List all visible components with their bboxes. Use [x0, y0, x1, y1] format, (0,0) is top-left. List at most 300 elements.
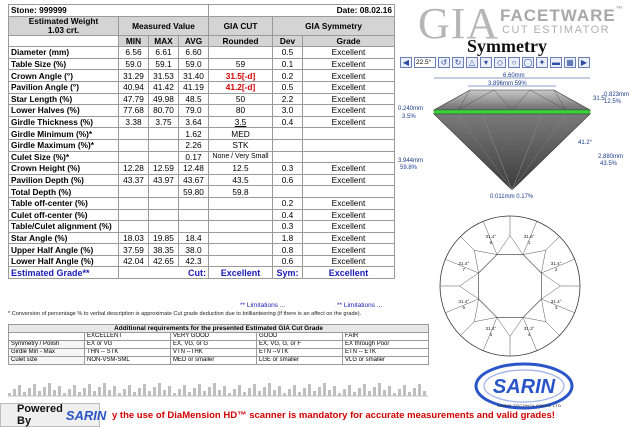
report-row — [9, 151, 395, 163]
row-avg: 3.64 — [179, 116, 209, 128]
requirements-row — [9, 357, 429, 365]
col-rounded-header: Rounded — [209, 35, 273, 47]
strip-bar — [278, 386, 281, 396]
row-avg: 43.67 — [179, 174, 209, 186]
estimated-weight-label: Estimated Weight — [28, 16, 99, 26]
row-grade: Excellent — [303, 93, 395, 105]
row-label: Girdle Minimum (%)* — [9, 128, 119, 140]
strip-bar — [48, 383, 51, 396]
strip-bar — [138, 388, 141, 396]
row-label: Culet Size (%)* — [9, 151, 119, 163]
row-grade: Excellent — [303, 174, 395, 186]
gia-symmetry-header: GIA Symmetry — [273, 16, 395, 35]
strip-bar — [268, 383, 271, 396]
row-max — [149, 209, 179, 221]
row-avg: 41.19 — [179, 81, 209, 93]
row-grade: Excellent — [303, 244, 395, 256]
strip-bar — [348, 385, 351, 396]
crown-angle-label: 8 — [489, 239, 493, 245]
sym-grade-value: Excellent — [303, 267, 395, 279]
girdle-pct-label: 3.5% — [402, 114, 416, 120]
strip-bar — [253, 384, 256, 396]
row-dev: 0.3 — [273, 163, 303, 175]
diagram-toolbar — [400, 56, 620, 68]
row-label: Pavilion Depth (%) — [9, 174, 119, 186]
row-avg: 59.0 — [179, 58, 209, 70]
strip-bar — [328, 390, 331, 396]
strip-bar — [248, 388, 251, 396]
row-min — [119, 209, 149, 221]
strip-bar — [118, 393, 121, 396]
row-rounded — [209, 209, 273, 221]
row-max — [149, 197, 179, 209]
report-row — [9, 221, 395, 233]
row-grade: Excellent — [303, 70, 395, 82]
strip-bar — [263, 387, 266, 396]
row-max — [149, 151, 179, 163]
row-rounded: 59 — [209, 58, 273, 70]
row-label: Diameter (mm) — [9, 47, 119, 59]
cut-grade-value: Excellent — [209, 267, 273, 279]
crown-angle-label: 31.3° — [523, 326, 535, 332]
row-min: 6.56 — [119, 47, 149, 59]
row-label: Lower Halves (%) — [9, 105, 119, 117]
requirements-row — [9, 349, 429, 357]
requirements-cell: EX through Poor — [343, 341, 429, 349]
row-min: 18.03 — [119, 232, 149, 244]
crown-angle-label: 3 — [554, 305, 558, 311]
row-dev: 0.1 — [273, 58, 303, 70]
strip-bar — [33, 384, 36, 396]
crown-angle-label: 31.4° — [485, 233, 497, 239]
strip-bar — [303, 388, 306, 396]
row-grade: Excellent — [303, 116, 395, 128]
strip-bar — [98, 387, 101, 396]
strip-bar — [228, 393, 231, 396]
crown-angle-label: 31.4° — [458, 299, 470, 305]
row-grade — [303, 128, 395, 140]
strip-bar — [283, 393, 286, 396]
report-row — [9, 209, 395, 221]
row-dev: 0.2 — [273, 197, 303, 209]
strip-bar — [128, 385, 131, 396]
stone-id: Stone: 999999 — [9, 5, 209, 17]
sym-grade-label: Sym: — [273, 267, 303, 279]
strip-bar — [308, 384, 311, 396]
strip-bar — [123, 389, 126, 396]
row-label: Girdle Thickness (%) — [9, 116, 119, 128]
row-min: 43.37 — [119, 174, 149, 186]
row-avg — [179, 197, 209, 209]
requirements-cell: THN -- STK — [85, 349, 171, 357]
row-min — [119, 221, 149, 233]
row-dev: 2.2 — [273, 93, 303, 105]
strip-bar — [78, 392, 81, 396]
row-rounded: STK — [209, 139, 273, 151]
requirements-row-label: Girdle Min - Max — [9, 349, 85, 357]
scanner-disclaimer: y the use of DiaMension HD™ scanner is mandatory for accurate measurements and valid grades! — [112, 410, 555, 421]
row-rounded: 31.5[-d] — [209, 70, 273, 82]
strip-bar — [168, 386, 171, 396]
row-grade — [303, 186, 395, 198]
strip-bar — [423, 391, 426, 396]
strip-bar — [68, 389, 71, 396]
strip-bar — [208, 387, 211, 396]
strip-bar — [358, 388, 361, 396]
crown-angle-label: 6 — [462, 305, 466, 311]
grid-view-icon[interactable]: ▦ — [564, 57, 576, 68]
row-avg: 31.40 — [179, 70, 209, 82]
row-grade: Excellent — [303, 58, 395, 70]
strip-bar — [178, 389, 181, 396]
crown-height-mm: 0.823mm — [604, 92, 630, 98]
requirements-row-label: Symmetry / Polish — [9, 341, 85, 349]
strip-bar — [38, 391, 41, 396]
crown-angle-label: 31.4° — [458, 260, 470, 266]
row-avg: 79.0 — [179, 105, 209, 117]
row-max — [149, 221, 179, 233]
requirements-header-row — [9, 333, 429, 341]
col-avg-header: AVG — [179, 35, 209, 47]
row-dev: 0.5 — [273, 47, 303, 59]
girdle-mm-label: 0.240mm — [398, 106, 424, 112]
col-grade-header: Grade — [303, 35, 395, 47]
row-grade: Excellent — [303, 81, 395, 93]
strip-bar — [333, 386, 336, 396]
strip-bar — [148, 391, 151, 396]
row-min — [119, 197, 149, 209]
facetware-logo — [500, 6, 624, 26]
strip-bar — [218, 390, 221, 396]
strip-bar — [23, 392, 26, 396]
row-avg: 12.48 — [179, 163, 209, 175]
estimated-grade-label: Estimated Grade** — [9, 267, 119, 279]
row-min — [119, 139, 149, 151]
row-rounded: 80 — [209, 105, 273, 117]
strip-bar — [388, 386, 391, 396]
row-dev — [273, 186, 303, 198]
strip-bar — [288, 389, 291, 396]
row-label: Star Angle (%) — [9, 232, 119, 244]
report-row — [9, 197, 395, 209]
strip-bar — [373, 387, 376, 396]
angle-select-value: 22.5° — [416, 58, 432, 66]
total-depth-mm: 3.944mm — [398, 158, 424, 164]
requirements-cell: ETN -- ETK — [343, 349, 429, 357]
row-max — [149, 128, 179, 140]
next-icon[interactable]: ▶ — [578, 57, 590, 68]
row-rounded — [209, 255, 273, 267]
row-avg: 0.17 — [179, 151, 209, 163]
rotate-right-icon[interactable]: ↻ — [452, 57, 464, 68]
row-label: Table/Culet alignment (%) — [9, 221, 119, 233]
powered-by-sarin: SARIN — [65, 407, 107, 423]
pavilion-depth-mm: 2.880mm — [598, 154, 624, 160]
row-dev: 0.2 — [273, 70, 303, 82]
angle-select[interactable] — [414, 57, 436, 68]
strip-bar — [188, 392, 191, 396]
requirements-header-cell: GOOD — [257, 333, 343, 341]
report-row — [9, 255, 395, 267]
report-row — [9, 244, 395, 256]
strip-bar — [58, 386, 61, 396]
strip-bar — [413, 388, 416, 396]
row-label: Crown Height (%) — [9, 163, 119, 175]
requirements-table — [8, 324, 429, 365]
row-dev: 0.6 — [273, 174, 303, 186]
top-view-diagram — [438, 214, 582, 358]
report-row — [9, 81, 395, 93]
row-min: 12.28 — [119, 163, 149, 175]
estimated-weight-value: 1.03 crt. — [47, 24, 80, 35]
row-avg: 59.80 — [179, 186, 209, 198]
row-label: Lower Half Angle (%) — [9, 255, 119, 267]
row-min: 3.38 — [119, 116, 149, 128]
top-view-icon[interactable]: ○ — [508, 57, 520, 68]
strip-bar — [408, 392, 411, 396]
strip-bar — [53, 390, 56, 396]
pavilion-depth-pct: 43.5% — [600, 161, 618, 167]
strip-bar — [103, 383, 106, 396]
diamond-view-icon[interactable]: ◇ — [494, 57, 506, 68]
crown-view-icon[interactable]: ▾ — [480, 57, 492, 68]
row-dev: 0.6 — [273, 255, 303, 267]
report-row — [9, 232, 395, 244]
strip-bar — [393, 393, 396, 396]
strip-bar — [353, 392, 356, 396]
row-min: 59.0 — [119, 58, 149, 70]
strip-bar — [198, 384, 201, 396]
crown-angle-label: 4 — [527, 332, 531, 338]
strip-bar — [223, 386, 226, 396]
profile-view-icon[interactable]: △ — [466, 57, 478, 68]
strip-bar — [183, 385, 186, 396]
row-dev: 0.4 — [273, 209, 303, 221]
row-max: 31.53 — [149, 70, 179, 82]
row-avg: 42.3 — [179, 255, 209, 267]
row-rounded — [209, 244, 273, 256]
strip-bar — [113, 386, 116, 396]
row-dev: 0.5 — [273, 81, 303, 93]
rotate-left-icon[interactable]: ↺ — [438, 57, 450, 68]
report-rows — [9, 47, 395, 267]
strip-bar — [343, 389, 346, 396]
strip-bar — [383, 390, 386, 396]
crown-shape — [434, 90, 590, 110]
row-rounded — [209, 197, 273, 209]
symmetry-title: Symmetry — [467, 36, 547, 56]
row-avg: 2.26 — [179, 139, 209, 151]
cut-limitations-link[interactable]: ** Limitations ... — [240, 302, 286, 309]
row-dev — [273, 151, 303, 163]
gia-cut-header: GIA CUT — [209, 16, 273, 35]
report-row — [9, 128, 395, 140]
row-label: Upper Half Angle (%) — [9, 244, 119, 256]
strip-bar — [293, 385, 296, 396]
row-min — [119, 186, 149, 198]
strip-bar — [13, 389, 16, 396]
row-avg: 1.62 — [179, 128, 209, 140]
row-grade — [303, 151, 395, 163]
row-avg: 18.4 — [179, 232, 209, 244]
strip-bar — [403, 385, 406, 396]
conversion-footnote: * Conversion of percentage % to verbal description is approximate Cut grade deduction due to brillianteering (if there is an affect on the grade). — [8, 311, 362, 317]
strip-bar — [133, 392, 136, 396]
report-row — [9, 163, 395, 175]
blank-header-cell — [9, 35, 119, 47]
row-grade: Excellent — [303, 209, 395, 221]
row-avg: 6.60 — [179, 47, 209, 59]
row-rounded: MED — [209, 128, 273, 140]
culet-label: 0.011mm 0.17% — [490, 194, 534, 200]
strip-bar — [163, 390, 166, 396]
strip-bar — [193, 388, 196, 396]
width-label: 6.60mm — [503, 73, 525, 79]
row-grade: Excellent — [303, 47, 395, 59]
requirements-row-label: Culet size — [9, 357, 85, 365]
row-max: 6.61 — [149, 47, 179, 59]
strip-bar — [213, 383, 216, 396]
strip-bar — [368, 391, 371, 396]
crown-angle-label: 2 — [554, 266, 558, 272]
girdle-view-icon[interactable]: ▬ — [552, 57, 560, 67]
strip-bar — [378, 383, 381, 396]
col-dev-header: Dev — [273, 35, 303, 47]
strip-bar — [258, 391, 261, 396]
requirements-title: Additional requirements for the presented Estimated GIA Cut Grade — [9, 325, 429, 333]
row-dev — [273, 139, 303, 151]
strip-bar — [43, 387, 46, 396]
row-min: 37.59 — [119, 244, 149, 256]
row-max — [149, 186, 179, 198]
strip-bar — [363, 384, 366, 396]
crown-angle-label: 5 — [489, 332, 493, 338]
row-rounded: 3.5 — [209, 116, 273, 128]
table-label: 3.896mm 59% — [488, 81, 527, 87]
powered-by-text: Powered By — [17, 403, 63, 427]
row-min: 47.79 — [119, 93, 149, 105]
report-row — [9, 47, 395, 59]
row-label: Table off-center (%) — [9, 197, 119, 209]
row-grade: Excellent — [303, 105, 395, 117]
report-row — [9, 139, 395, 151]
requirements-cell: ETN --VTK — [257, 349, 343, 357]
row-rounded: 59.8 — [209, 186, 273, 198]
requirements-row — [9, 341, 429, 349]
strip-bar — [298, 392, 301, 396]
row-label: Pavilion Angle (°) — [9, 81, 119, 93]
sym-limitations-link[interactable]: ** Limitations ... — [337, 302, 383, 309]
bottom-view-icon[interactable]: ◯ — [523, 57, 533, 67]
requirements-cell: VLG or smaller — [343, 357, 429, 365]
row-grade: Excellent — [303, 197, 395, 209]
pavilion-shape — [434, 114, 590, 190]
strip-bar — [8, 393, 11, 396]
requirements-cell: EX, VG, G, or F — [257, 341, 343, 349]
requirements-cell: LGE or smaller — [257, 357, 343, 365]
crown-angle-label: 7 — [462, 266, 466, 272]
requirements-header-cell — [9, 333, 85, 341]
requirements-cell: EX, VG, or G — [171, 341, 257, 349]
strip-bar — [88, 384, 91, 396]
row-rounded: None / Very Small — [209, 151, 273, 163]
total-depth-pct: 59.8% — [400, 165, 418, 171]
requirements-rows — [9, 333, 429, 365]
cut-grade-label: Cut: — [119, 267, 209, 279]
row-max: 41.42 — [149, 81, 179, 93]
row-label: Crown Angle (°) — [9, 70, 119, 82]
strip-bar — [173, 393, 176, 396]
pavilion-angle-label: 41.2° — [578, 140, 593, 146]
facet-view-icon[interactable]: ✦ — [536, 57, 548, 68]
strip-bar — [83, 388, 86, 396]
strip-bar — [418, 384, 421, 396]
row-rounded — [209, 221, 273, 233]
requirements-header-cell: VERY GOOD — [171, 333, 257, 341]
report-row — [9, 116, 395, 128]
crown-angle-label: 31.4° — [485, 326, 497, 332]
strip-bar — [108, 390, 111, 396]
strip-bar — [63, 393, 66, 396]
report-row — [9, 58, 395, 70]
row-avg — [179, 209, 209, 221]
report-row — [9, 174, 395, 186]
row-grade: Excellent — [303, 163, 395, 175]
trademark-mark: ™ — [615, 6, 624, 13]
row-max: 59.1 — [149, 58, 179, 70]
row-min: 42.04 — [119, 255, 149, 267]
requirements-cell: EX or VG — [85, 341, 171, 349]
strip-bar — [238, 385, 241, 396]
row-grade: Excellent — [303, 255, 395, 267]
row-max: 12.59 — [149, 163, 179, 175]
prev-icon[interactable]: ◀ — [400, 57, 412, 68]
row-max: 38.35 — [149, 244, 179, 256]
row-max: 3.75 — [149, 116, 179, 128]
row-rounded: 43.5 — [209, 174, 273, 186]
strip-bar — [233, 389, 236, 396]
sarin-subtitle: SARIN TECHNOLOGIES LTD. — [497, 403, 564, 408]
row-max: 43.97 — [149, 174, 179, 186]
sarin-logo-text: SARIN — [492, 376, 556, 398]
row-rounded: 12.5 — [209, 163, 273, 175]
row-min: 31.29 — [119, 70, 149, 82]
crown-height-pct: 12.5% — [604, 99, 622, 105]
report-row — [9, 186, 395, 198]
col-min-header: MIN — [119, 35, 149, 47]
crown-angle-label: 31.5° — [523, 233, 535, 239]
report-date: Date: 08.02.16 — [209, 5, 395, 17]
row-dev: 1.8 — [273, 232, 303, 244]
crown-angle-label: 31.4° — [550, 260, 562, 266]
row-max: 42.65 — [149, 255, 179, 267]
row-min: 77.68 — [119, 105, 149, 117]
report-row — [9, 93, 395, 105]
cut-estimator-label: CUT ESTIMATOR — [502, 24, 611, 36]
strip-bar — [338, 393, 341, 396]
row-avg: 48.5 — [179, 93, 209, 105]
requirements-header-cell: FAIR — [343, 333, 429, 341]
strip-bar — [158, 383, 161, 396]
row-max — [149, 139, 179, 151]
powered-by-badge — [0, 403, 107, 427]
row-label: Star Length (%) — [9, 93, 119, 105]
row-max: 49.98 — [149, 93, 179, 105]
row-rounded — [209, 232, 273, 244]
row-label: Culet off-center (%) — [9, 209, 119, 221]
row-dev — [273, 128, 303, 140]
gia-logo: GIA — [418, 0, 500, 48]
